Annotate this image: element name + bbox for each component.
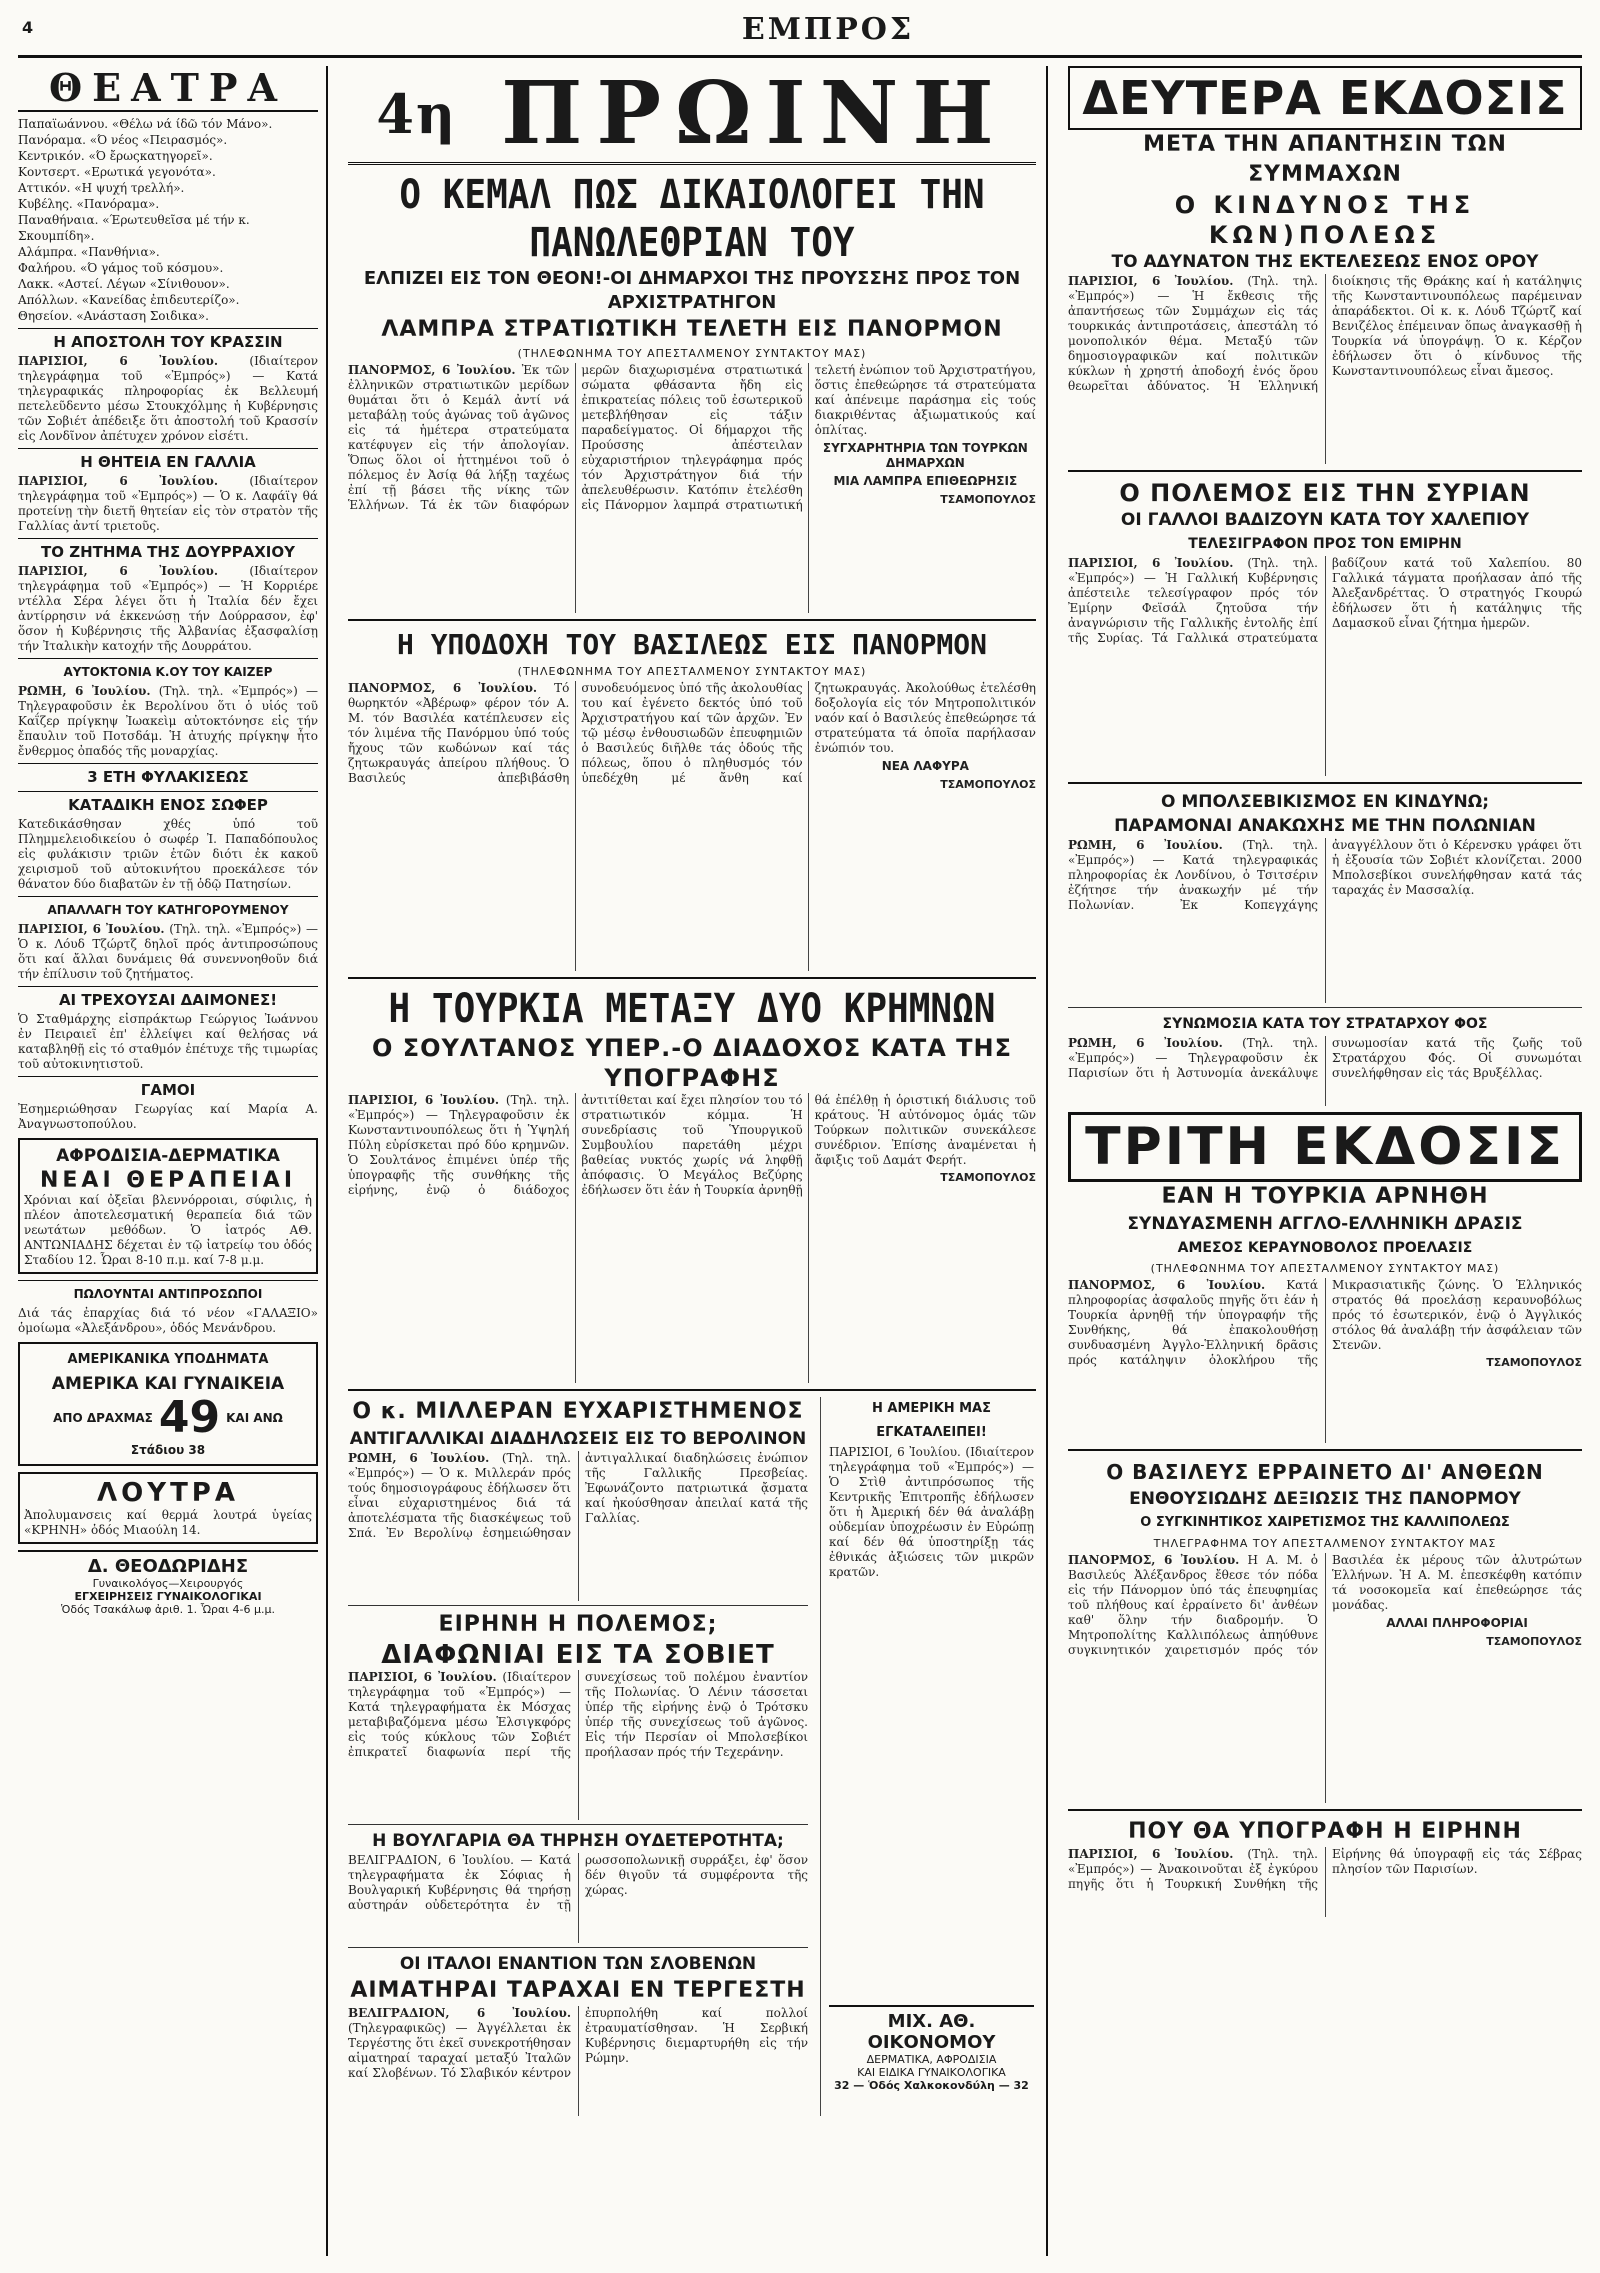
third-edition-sub2: ΣΥΝΔΥΑΣΜΕΝΗ ΑΓΓΛΟ-ΕΛΛΗΝΙΚΗ ΔΡΑΣΙΣ <box>1127 1214 1523 1234</box>
millerand-headline: Ο κ. ΜΙΛΛΕΡΑΝ ΕΥΧΑΡΙΣΤΗΜΕΝΟΣ <box>352 1399 804 1424</box>
kemal-body: Ἐκ τῶν ἐλληνικῶν στρατιωτικῶν μερίδων θυμάται ὅτι ὁ Κεμάλ ἀντί νά μεταβάλῃ τούς ἀγώνας τοῦ ἀγῶνος εἰς τά ἡμέτερα στρατεύματα κατέφυγεν εἰς τήν ἀπολογίαν. Ὅπως ὅλοι οἱ ἡττημένοι τοῦ ὁ πόλεμος ἐν Ἀσίᾳ θά λήξῃ ταχέως ἐπί τῇ βάσει τῆς νίκης τῶν Ἑλλήνων. Τά ἐκ τῶν διαφόρων μερῶν διαχωρισμένα στρατιωτικά σώματα φθάσαντα ἤδη εἰς ἐπικρατείας πόλεις τοῦ ἐσωτερικοῦ μετεβλήθησαν εἰς τάξιν παραδείγματος. Οἱ δήμαρχοι τῆς Προύσσης ἀπέστειλαν εὐχαριστήριον τηλεγράφημα πρός τόν Ἀρχιστράτηγον διά τήν ἀπελευθέρωσιν. Κατόπιν ἐτελέσθη εἰς Πάνορμον λαμπρά στρατιωτική τελετή ἐνώπιον τοῦ Ἀρχιστρατήγου, ὅστις ἐπεθεώρησε τά στρατεύματα καί ἀπένειμε παράσημα εἰς τούς διακριθέντας ἀξιωματικούς καί ὁπλίτας. <box>348 363 1036 512</box>
left-article-body: Ὁ Σταθμάρχης εἰσπράκτωρ Γεώργιος Ἰωάννου ἐν Πειραιεῖ ἐπ' ἐλλείψει καί θελήσας νά καταβληθῇ εἰς τό σταθμόν ἐπέτυχε τῆς τιμωρίας τοῦ αὐτοκινητιστοῦ. <box>18 1012 318 1071</box>
ad-oikonomou-line2: ΚΑΙ ΕΙΔΙΚΑ ΓΥΝΑΙΚΟΛΟΓΙΚΑ <box>857 2066 1006 2079</box>
ad-theodoridis-line3: Ὁδός Τσακάλωφ ἀριθ. 1. Ὧραι 4-6 μ.μ. <box>61 1603 275 1616</box>
turkey-headline: Η ΤΟΥΡΚΙΑ ΜΕΤΑΞΥ ΔΥΟ ΚΡΗΜΝΩΝ <box>388 986 996 1032</box>
king-signature: ΤΣΑΜΟΠΟΥΛΟΣ <box>940 778 1036 791</box>
divider <box>348 1947 808 1948</box>
flowers-subheadline: ΕΝΘΟΥΣΙΩΔΗΣ ΔΕΞΙΩΣΙΣ ΤΗΣ ΠΑΝΟΡΜΟΥ <box>1129 1489 1521 1509</box>
theatre-line: Φαλήρου. «Ό γάμος τοῦ κόσμου». <box>18 261 224 275</box>
ad-agents-title: ΠΩΛΟΥΝΤΑΙ ΑΝΤΙΠΡΟΣΩΠΟΙ <box>18 1280 318 1304</box>
bolshevism-article <box>1068 838 1582 1003</box>
edition-title <box>348 63 1036 165</box>
left-article-body: (Τηλ. τηλ. «Ἐμπρός») — Ὁ κ. Λόυδ Τζώρτζ δηλοῖ πρός ἀντιπροσώπους ὅτι καί ἄλλαι δυνάμεις θά συνεννοηθοῦν διά τήν ἐπίλυσιν τοῦ ζητήματος. <box>18 922 318 981</box>
right-column <box>1058 66 1582 2256</box>
ad-oikonomou-name: ΜΙΧ. ΑΘ. ΟΙΚΟΝΟΜΟΥ <box>867 2011 996 2053</box>
ad-shoes-brand: ΑΜΕΡΙΚΑ ΚΑΙ ΓΥΝΑΙΚΕΙΑ <box>51 1374 285 1394</box>
third-edition-dateline: ΠΑΝΟΡΜΟΣ, 6 Ἰουλίου. <box>1068 1278 1266 1292</box>
plot-headline: ΣΥΝΩΜΟΣΙΑ ΚΑΤΑ ΤΟΥ ΣΤΡΑΤΑΡΧΟΥ ΦΟΣ <box>1162 1016 1488 1032</box>
left-article-dateline: ΠΑΡΙΣΙΟΙ, 6 Ἰουλίου. <box>18 922 165 936</box>
turkey-signature: ΤΣΑΜΟΠΟΥΛΟΣ <box>940 1171 1036 1184</box>
theatre-line: Αλάμπρα. «Πανθήνια». <box>18 245 160 259</box>
second-edition-article <box>1068 274 1582 464</box>
theatre-line: Κεντρικόν. «Ό ἔρωςκατηγορεῖ». <box>18 149 213 163</box>
third-edition-byline: (ΤΗΛΕΦΩΝΗΜΑ ΤΟΥ ΑΠΕΣΤΑΛΜΕΝΟΥ ΣΥΝΤΑΚΤΟΥ ΜΑΣ) <box>1150 1262 1500 1275</box>
newspaper-page <box>18 10 1582 2260</box>
left-article-dateline: ΠΑΡΙΣΙΟΙ, 6 Ἰουλίου. <box>18 474 219 488</box>
kemal-dateline: ΠΑΝΟΡΜΟΣ, 6 Ἰουλίου. <box>348 363 516 377</box>
theatre-line: Κοντσερτ. «Ερωτικά γεγονότα». <box>18 165 216 179</box>
third-edition-title: ΤΡΙΤΗ ΕΚΔΟΣΙΣ <box>1068 1112 1582 1182</box>
flowers-subhead: ΑΛΛΑΙ ΠΛΗΡΟΦΟΡΙΑΙ <box>1386 1616 1528 1630</box>
ad-shoes-street: Στάδιου 38 <box>130 1443 206 1457</box>
theatre-list <box>18 116 318 324</box>
syria-subheadline: ΟΙ ΓΑΛΛΟΙ ΒΑΔΙΖΟΥΝ ΚΑΤΑ ΤΟΥ ΧΑΛΕΠΙΟΥ <box>1120 510 1530 530</box>
left-article-text <box>18 1012 318 1072</box>
peace-dateline: ΠΑΡΙΣΙΟΙ, 6 Ἰουλίου. <box>1068 1847 1234 1861</box>
millerand-article <box>348 1451 808 1601</box>
theatre-line: Απόλλων. «Κανείδας ἐπιδευτερίζο». <box>18 293 240 307</box>
theatre-line: Πανόραμα. «Ό νέος «Πειρασμός». <box>18 133 228 147</box>
divider <box>348 1389 1036 1391</box>
italians-headline: ΟΙ ΙΤΑΛΟΙ ΕΝΑΝΤΙΟΝ ΤΩΝ ΣΛΟΒΕΝΩΝ <box>399 1954 757 1974</box>
left-article-body: (Ιδιαίτερον τηλεγράφημα τοῦ «Ἐμπρός») — Κατά τηλεγραφικάς πληροφορίας ἐκ Βελλευμή πετελεῦδεντο μέσω Στουκχόλμης ἡ Κυβέρνησις τῶν Σοβιέτ ἀπέδειξε ὅτι ἀποστολή τοῦ Κρασσίν εἰς Λονδῖνον ἀπέτυχεν χρόνον εἰσέτι. <box>18 354 318 443</box>
turkey-article <box>348 1093 1036 1383</box>
left-article-text <box>18 354 318 444</box>
divider <box>1068 1809 1582 1811</box>
flowers-article <box>1068 1553 1582 1803</box>
ad-shoes-price-suffix: ΚΑΙ ΑΝΩ <box>226 1411 283 1425</box>
plot-body: (Τηλ. τηλ. «Ἐμπρός») — Τηλεγραφοῦσιν ἐκ Παρισίων ὅτι ἡ Ἀστυνομία ἀνεκάλυψε συνωμοσίαν κατά τῆς ζωῆς τοῦ Στρατάρχου Φός. Οἱ συνωμόται συνελήφθησαν εἰς τάς Βρυξέλλας. <box>1068 1036 1582 1080</box>
syria-subheadline-2: ΤΕΛΕΣΙΓΡΑΦΟΝ ΠΡΟΣ ΤΟΝ ΕΜΙΡΗΝ <box>1188 536 1462 552</box>
syria-dateline: ΠΑΡΙΣΙΟΙ, 6 Ἰουλίου. <box>1068 556 1234 570</box>
top-bar <box>18 10 1582 58</box>
theatre-line: Παπαϊωάννου. «Θέλω νά ίδῶ τόν Μάνο». <box>18 117 273 131</box>
left-article-text <box>18 1102 318 1132</box>
left-articles <box>18 328 318 1132</box>
kemal-subhead-1: ΣΥΓΧΑΡΗΤΗΡΙΑ ΤΩΝ ΤΟΥΡΚΩΝ ΔΗΜΑΡΧΩΝ <box>822 441 1028 470</box>
ad-oikonomou-line3: 32 — Ὁδός Χαλκοκονδύλη — 32 <box>834 2079 1029 2092</box>
second-edition-body: (Τηλ. τηλ. «Ἐμπρός») — Ἡ ἔκθεσις τῆς ἀπαντήσεως τῶν Συμμάχων εἰς τάς τουρκικάς ἀντιπροτάσεις, ἀπεστάλη τό μονοπολικόν θέμα. Μεταξύ τῶν δημοσιογραφικῶν καί πολιτικῶν κύκλων ἡ χρηστή ἀποδοχή ἐνός ὅρου θεωρεῖται ἀδύνατος. Ἡ Ἑλληνική διοίκησις τῆς Θράκης καί ἡ κατάληψις τῆς Κωνσταντινουπόλεως παρέμειναν ἀπαράδεκτοι. Οἱ κ. κ. Λόυδ Τζώρτζ καί Βενιζέλος ἐπέμειναν ὅπως ἀναγκασθῇ ἡ Τουρκία νά ὑπογράψῃ. Ὁ κ. Κέρζον ἐδήλωσεν ὅτι ὁ κίνδυνος τῆς Κωνσταντινουπόλεως εἶναι ἄμεσος. <box>1068 274 1582 393</box>
edition-name: ΠΡΩΙΝΗ <box>501 63 1008 164</box>
second-edition-sub2: Ο ΚΙΝΔΥΝΟΣ ΤΗΣ ΚΩΝ)ΠΟΛΕΩΣ <box>1174 191 1476 249</box>
theatre-line: Θησείον. «Ανάσταση Σοιδικα». <box>18 309 209 323</box>
left-article-text <box>18 922 318 982</box>
second-edition-dateline: ΠΑΡΙΣΙΟΙ, 6 Ἰουλίου. <box>1068 274 1234 288</box>
left-article-dateline: ΠΑΡΙΣΙΟΙ, 6 Ἰουλίου. <box>18 564 219 578</box>
ad-shoes-title: ΑΜΕΡΙΚΑΝΙΚΑ ΥΠΟΔΗΜΑΤΑ <box>67 1352 269 1367</box>
flowers-dateline: ΠΑΝΟΡΜΟΣ, 6 Ἰουλίου. <box>1068 1553 1240 1567</box>
second-edition-title: ΔΕΥΤΕΡΑ ΕΚΔΟΣΙΣ <box>1068 66 1582 130</box>
kemal-subheadline-2: ΛΑΜΠΡΑ ΣΤΡΑΤΙΩΤΙΚΗ ΤΕΛΕΤΗ ΕΙΣ ΠΑΝΟΡΜΟΝ <box>381 317 1003 342</box>
king-dateline: ΠΑΝΟΡΜΟΣ, 6 Ἰουλίου. <box>348 681 538 695</box>
ad-theodoridis-line2: ΕΓΧΕΙΡΗΣΕΙΣ ΓΥΝΑΙΚΟΛΟΓΙΚΑΙ <box>74 1590 262 1603</box>
king-headline: Η ΥΠΟΔΟΧΗ ΤΟΥ ΒΑΣΙΛΕΩΣ ΕΙΣ ΠΑΝΟΡΜΟΝ <box>396 628 987 661</box>
plot-dateline: ΡΩΜΗ, 6 Ἰουλίου. <box>1068 1036 1223 1050</box>
war-subheadline: ΔΙΑΦΩΝΙΑΙ ΕΙΣ ΤΑ ΣΟΒΙΕΤ <box>381 1640 775 1670</box>
ad-shoes-price-row <box>24 1392 312 1443</box>
peace-headline: ΠΟΥ ΘΑ ΥΠΟΓΡΑΦΗ Η ΕΙΡΗΝΗ <box>1128 1819 1522 1844</box>
left-article-title: Η ΑΠΟΣΤΟΛΗ ΤΟΥ ΚΡΑΣΣΙΝ <box>18 328 318 352</box>
third-edition-sub3: ΑΜΕΣΟΣ ΚΕΡΑΥΝΟΒΟΛΟΣ ΠΡΟΕΛΑΣΙΣ <box>1177 1240 1473 1256</box>
peace-article <box>1068 1847 1582 1917</box>
king-byline: (ΤΗΛΕΦΩΝΗΜΑ ΤΟΥ ΑΠΕΣΤΑΛΜΕΝΟΥ ΣΥΝΤΑΚΤΟΥ ΜΑΣ) <box>517 665 867 678</box>
third-edition-sub1: ΕΑΝ Η ΤΟΥΡΚΙΑ ΑΡΝΗΘΗ <box>1161 1184 1489 1209</box>
theatre-line: Παναθήναια. «Έρωτευθεῖσα μέ τήν κ. Σκουμπίδη». <box>18 213 250 243</box>
divider <box>1068 1449 1582 1451</box>
bolshevism-dateline: ΡΩΜΗ, 6 Ἰουλίου. <box>1068 838 1223 852</box>
war-body: (Ιδιαίτερον τηλεγράφημα τοῦ «Ἐμπρός») — Κατά τηλεγραφήματα ἐκ Μόσχας μεταβιβαζόμενα μέσω Ἑλσιγκφόρς εἰς τούς κύκλους τῶν Σοβιέτ ἐπικρατεῖ διαφωνία περί τῆς συνεχίσεως τοῦ πολέμου ἐναντίον τῆς Πολωνίας. Ὁ Λένιν τάσσεται ὑπέρ τῆς εἰρήνης ἐνῷ ὁ Τρότσκυ ὑπέρ τῆς συνεχίσεως τοῦ ἀγῶνος. Εἰς τήν Περσίαν οἱ Μπολσεβίκοι προήλασαν πρός τήν Τεχεράνην. <box>348 1670 808 1759</box>
ad-oikonomou-line1: ΔΕΡΜΑΤΙΚΑ, ΑΦΡΟΔΙΣΙΑ <box>866 2053 997 2066</box>
left-article-text <box>18 474 318 534</box>
third-edition-article <box>1068 1278 1582 1443</box>
flowers-byline: ΤΗΛΕΓΡΑΦΗΜΑ ΤΟΥ ΑΠΕΣΤΑΛΜΕΝΟΥ ΣΥΝΤΑΚΤΟΥ ΜΑΣ <box>1153 1537 1497 1550</box>
ad-shoes <box>18 1342 318 1466</box>
divider <box>1068 1007 1582 1008</box>
left-article-body: Ἐσημεριώθησαν Γεωργίας καί Μαρία Α. Ἀναγνωστοπούλου. <box>18 1102 318 1131</box>
ad-agents-body: Διά τάς ἐπαρχίας διά τό νέον «ΓΑΛΑΞΙΟ» ὁμοίωμα «Ἀλεξάνδρου», ὁδός Μενάνδρου. <box>18 1306 318 1335</box>
italians-dateline: ΒΕΛΙΓΡΑΔΙΟΝ, 6 Ἰουλίου. <box>348 2006 571 2020</box>
ad-shoes-price: 49 <box>158 1392 221 1443</box>
left-article-text <box>18 564 318 654</box>
kemal-subhead-2: ΜΙΑ ΛΑΜΠΡΑ ΕΠΙΘΕΩΡΗΣΙΣ <box>833 474 1018 488</box>
left-article-dateline: ΡΩΜΗ, 6 Ἰουλίου. <box>18 684 151 698</box>
theatre-line: Αττικόν. «Η ψυχή τρελλή». <box>18 181 185 195</box>
left-article-body: (Ιδιαίτερον τηλεγράφημα τοῦ «Ἐμπρός») — Ἡ Κορριέρε ντέλλα Σέρα λέγει ὅτι ἡ Ἰταλία δέν ἔχει ἀντίρρησιν νά ἐκκενώσῃ τήν Δούρρασον, ἐφ' ὅσον ἡ Κυβέρνησις τῆς Ἀλβανίας ἐξασφαλίσῃ τήν Ἰταλικὴν κατοχήν τῆς Δουρράτου. <box>18 564 318 653</box>
flowers-headline: Ο ΒΑΣΙΛΕΥΣ ΕΡΡΑΙΝΕΤΟ ΔΙ' ΑΝΘΕΩΝ <box>1106 1460 1544 1484</box>
millerand-body: (Τηλ. τηλ. «Ἐμπρός») — Ὁ κ. Μιλλεράν πρός τούς δημοσιογράφους ἐδήλωσεν ὅτι εἶναι εὐχαριστημένος διά τά ἀποτελέσματα τῆς διασκέψεως τοῦ Σπά. Ἐν Βερολίνῳ ἐσημειώθησαν ἀντιγαλλικαί διαδηλώσεις ἐνώπιον τῆς Γαλλικῆς Πρεσβείας. Ἐφωνάζοντο πατριωτικά ᾄσματα καί ἠκούσθησαν ἀπειλαί κατά τῆς Γαλλίας. <box>348 1451 808 1540</box>
flowers-body: Η Α. Μ. ὁ Βασιλεύς Ἀλέξανδρος ἔθεσε τόν πόδα εἰς τήν Πάνορμον ὑπό τάς ἐπευφημίας τοῦ πλήθους καί ἐρραίνετο δι' ἀνθέων καθ' ὅλην τήν διαδρομήν. Ὁ Μητροπολίτης Καλλιπόλεως ἀπηύθυνε συγκινητικόν χαιρετισμόν πρός τόν Βασιλέα ἐκ μέρους τῶν ἀλυτρώτων Ἑλλήνων. Ἡ Α. Μ. ἐπεσκέφθη κατόπιν τά νοσοκομεῖα καί ἐπεθεώρησε τάς μονάδας. <box>1068 1553 1582 1657</box>
left-article-title: ΑΥΤΟΚΤΟΝΙΑ Κ.ΟΥ ΤΟΥ ΚΑΙΖΕΡ <box>18 658 318 682</box>
italians-article <box>348 2006 808 2116</box>
third-edition-signature: ΤΣΑΜΟΠΟΥΛΟΣ <box>1486 1356 1582 1369</box>
kemal-byline: (ΤΗΛΕΦΩΝΗΜΑ ΤΟΥ ΑΠΕΣΤΑΛΜΕΝΟΥ ΣΥΝΤΑΚΤΟΥ ΜΑΣ) <box>517 347 867 360</box>
king-subhead: ΝΕΑ ΛΑΦΥΡΑ <box>881 759 969 773</box>
turkey-body: (Τηλ. τηλ. «Ἐμπρός») — Τηλεγραφοῦσιν ἐκ Κωνσταντινουπόλεως ὅτι ἡ Ὑψηλή Πύλη εὑρίσκεται πρό δύο κρημνῶν. Ὁ Σουλτάνος ἐπιμένει ὑπέρ τῆς ὑπογραφῆς τῆς συνθήκης τῆς εἰρήνης, ἐνῷ ὁ διάδοχος ἀντιτίθεται καί ἔχει πλησίον του τό στρατιωτικόν κόμμα. Ἡ συνεδρίασις τοῦ Ὑπουργικοῦ Συμβουλίου παρετάθη μέχρι βαθείας νυκτός χωρίς νά ληφθῇ ἀπόφασις. Ὁ Μεγάλος Βεζύρης ἐδήλωσεν ὅτι ἐάν ἡ Τουρκία ἀρνηθῇ θά ἐπέλθῃ ἡ ὁριστική διάλυσις τοῦ κράτους. Ἡ αὐτόνομος ὁμάς τῶν Τούρκων πολιτικῶν συνεκάλεσε συνέδριον. Ἐπίσης ἀναμένεται ἡ ἄφιξις τοῦ Δαμάτ Φερήτ. <box>348 1093 1036 1197</box>
divider <box>348 619 1036 621</box>
second-edition-sub1: ΜΕΤΑ ΤΗΝ ΑΠΑΝΤΗΣΙΝ ΤΩΝ ΣΥΜΜΑΧΩΝ <box>1143 132 1507 187</box>
kemal-article <box>348 363 1036 613</box>
war-headline: ΕΙΡΗΝΗ Η ΠΟΛΕΜΟΣ; <box>438 1612 718 1637</box>
page-number: 4 <box>22 18 34 37</box>
left-article-dateline: ΠΑΡΙΣΙΟΙ, 6 Ἰουλίου. <box>18 354 219 368</box>
second-edition-sub3: ΤΟ ΑΔΥΝΑΤΟΝ ΤΗΣ ΕΚΤΕΛΕΣΕΩΣ ΕΝΟΣ ΟΡΟΥ <box>1111 252 1539 272</box>
ad-shoes-price-prefix: ΑΠΟ ΔΡΑΧΜΑΣ <box>53 1411 153 1425</box>
millerand-subheadline: ΑΝΤΙΓΑΛΛΙΚΑΙ ΔΙΑΔΗΛΩΣΕΙΣ ΕΙΣ ΤΟ ΒΕΡΟΛΙΝΟΝ <box>349 1429 807 1449</box>
lower-middle <box>348 1397 1036 2116</box>
italians-body: (Τηλεγραφικῶς) — Ἀγγέλλεται ἐκ Τεργέστης ὅτι ἐκεῖ συνεκροτήθησαν αἱματηραί ταραχαί μεταξύ Ἰταλῶν καί Σλοβένων. Τό Σλαβικόν κέντρον ἐπυρπολήθη καί πολλοί ἐτραυματίσθησαν. Ἡ Σερβική Κυβέρνησις διεμαρτυρήθη εἰς τήν Ρώμην. <box>348 2006 808 2080</box>
left-article-title: ΓΑΜΟΙ <box>18 1076 318 1100</box>
divider <box>348 977 1036 979</box>
ad-dermatology-sub: ΝΕΑΙ ΘΕΡΑΠΕΙΑΙ <box>39 1168 297 1193</box>
ad-oikonomou <box>829 2005 1034 2092</box>
syria-article <box>1068 556 1582 776</box>
ad-dermatology <box>18 1138 318 1274</box>
left-article-text <box>18 817 318 892</box>
millerand-dateline: ΡΩΜΗ, 6 Ἰουλίου. <box>348 1451 490 1465</box>
ad-dermatology-title: ΑΦΡΟΔΙΣΙΑ-ΔΕΡΜΑΤΙΚΑ <box>56 1146 280 1166</box>
ad-theodoridis <box>18 1550 318 1616</box>
masthead: ΕΜΠΡΟΣ <box>741 12 915 47</box>
ad-theodoridis-line1: Γυναικολόγος—Χειρουργός <box>92 1577 244 1590</box>
left-article-title: ΑΠΑΛΛΑΓΗ ΤΟΥ ΚΑΤΗΓΟΡΟΥΜΕΝΟΥ <box>18 896 318 920</box>
ad-dermatology-body: Χρόνιαι καί ὀξεῖαι βλεννόρροιαι, σύφιλις, ἡ πλέον ἀποτελεσματική θεραπεία διά τῶν νεωτάτων μεθόδων. Ὁ ἰατρός ΑΘ. ΑΝΤΩΝΙΑΔΗΣ δέχεται ἐν τῷ ἰατρείῳ του ὁδός Σταδίου 12. Ὧραι 8-10 π.μ. καί 7-8 μ.μ. <box>24 1193 312 1267</box>
edition-number: 4η <box>376 82 458 146</box>
divider <box>348 1605 808 1606</box>
third-edition-body: Κατά πληροφορίας ἀσφαλοῦς πηγῆς ὅτι ἐάν ἡ Τουρκία ἀρνηθῇ τήν ὑπογραφήν τῆς Συνθήκης, θά ἐπακολουθήσῃ συνδυασμένη Ἀγγλο-Ἑλληνική δρᾶσις πρός κατάληψιν ὁλοκλήρου τῆς Μικρασιατικῆς ζώνης. Ὁ Ἑλληνικός στρατός θά προελάσῃ κεραυνοβόλως πρός τό ἐσωτερικόν, ἐνῷ ὁ Ἀγγλικός στόλος θά ἀναλάβῃ τήν ἀσφάλειαν τῶν Στενῶν. <box>1068 1278 1582 1367</box>
war-article <box>348 1670 808 1820</box>
ad-baths <box>18 1472 318 1544</box>
theatre-title: ΘΕΑΤΡΑ <box>18 66 318 112</box>
kemal-subheadline: ΕΛΠΙΖΕΙ ΕΙΣ ΤΟΝ ΘΕΟΝ!-ΟΙ ΔΗΜΑΡΧΟΙ ΤΗΣ ΠΡΟΥΣΣΗΣ ΠΡΟΣ ΤΟΝ ΑΡΧΙΣΤΡΑΤΗΓΟΝ <box>363 268 1021 313</box>
left-article-title: 3 ΕΤΗ ΦΥΛΑΚΙΣΕΩΣ <box>18 763 318 787</box>
bolshevism-headline: Ο ΜΠΟΛΣΕΒΙΚΙΣΜΟΣ ΕΝ ΚΙΝΔΥΝΩ; <box>1160 792 1490 812</box>
ad-baths-body: Ἀπολυμανσεις καί θερμά λουτρά ὑγείας «ΚΡΗΝΗ» ὁδός Μιαούλη 14. <box>24 1508 312 1537</box>
lower-middle-left <box>348 1397 808 2116</box>
war-dateline: ΠΑΡΙΣΙΟΙ, 6 Ἰουλίου. <box>348 1670 497 1684</box>
plot-article <box>1068 1036 1582 1106</box>
bulgaria-body: ΒΕΛΙΓΡΑΔΙΟΝ, 6 Ἰουλίου. — Κατά τηλεγραφήματα ἐκ Σόφιας ἡ Βουλγαρική Κυβέρνησις θά τηρήσῃ αὐστηράν οὐδετερότητα ἐν τῇ ρωσσοπολωνικῇ συρράξει, ἐφ' ὅσον δέν θιγοῦν τά συμφέροντα τῆς χώρας. <box>348 1853 808 1912</box>
kemal-headline: Ο ΚΕΜΑΛ ΠΩΣ ΔΙΚΑΙΟΛΟΓΕΙ ΤΗΝ ΠΑΝΩΛΕΘΡΙΑΝ ΤΟΥ <box>399 172 985 266</box>
left-article-title: ΑΙ ΤΡΕΧΟΥΣΑΙ ΔΑΙΜΟΝΕΣ! <box>18 986 318 1010</box>
left-column <box>18 66 328 2256</box>
flowers-subheadline-2: Ο ΣΥΓΚΙΝΗΤΙΚΟΣ ΧΑΙΡΕΤΙΣΜΟΣ ΤΗΣ ΚΑΛΛΙΠΟΛΕΩΣ <box>1140 1515 1510 1530</box>
ad-theodoridis-name: Δ. ΘΕΟΔΩΡΙΔΗΣ <box>87 1556 249 1577</box>
turkey-dateline: ΠΑΡΙΣΙΟΙ, 6 Ἰουλίου. <box>348 1093 500 1107</box>
left-article-title: ΤΟ ΖΗΤΗΜΑ ΤΗΣ ΔΟΥΡΡΑΧΙΟΥ <box>18 538 318 562</box>
syria-body: (Τηλ. τηλ. «Ἐμπρός») — Ἡ Γαλλική Κυβέρνησις ἀπέστειλε τελεσίγραφον πρός τόν Ἐμίρην Φεϊσάλ ζητοῦσα τήν ἀναγνώρισιν τῆς Γαλλικῆς ἐντολῆς ἐπί τῆς Συρίας. Τά Γαλλικά στρατεύματα βαδίζουν κατά τοῦ Χαλεπίου. 80 Γαλλικά τάγματα προήλασαν ἀπό τῆς Ἀλεξανδρέττας. Ὁ στρατηγός Γκουρώ ἐδήλωσεν ὅτι ἡ κατάληψις τῆς Δαμασκοῦ εἶναι ζήτημα ἡμερῶν. <box>1068 556 1582 645</box>
theatre-line: Κυβέλης. «Πανόραμα». <box>18 197 160 211</box>
syria-headline: Ο ΠΟΛΕΜΟΣ ΕΙΣ ΤΗΝ ΣΥΡΙΑΝ <box>1119 479 1531 507</box>
bolshevism-body: (Τηλ. τηλ. «Ἐμπρός») — Κατά τηλεγραφικάς πληροφορίας ἐκ Λονδίνου, ὁ Τσιτσέριν ἐζήτησε τήν ἀνακωχήν μέ τήν Πολωνίαν. Ἐκ Κοπεγχάγης ἀναγγέλλουν ὅτι ὁ Κέρενσκυ γράφει ὅτι ἡ ἐξουσία τῶν Σοβιέτ κλονίζεται. 2000 Μπολσεβίκοι συνελήφθησαν κατά τάς ταραχάς ἐν Μασσαλίᾳ. <box>1068 838 1582 912</box>
bulgaria-headline: Η ΒΟΥΛΓΑΡΙΑ ΘΑ ΤΗΡΗΣΗ ΟΥΔΕΤΕΡΟΤΗΤΑ; <box>372 1831 784 1851</box>
divider <box>1068 470 1582 472</box>
left-article-title: ΚΑΤΑΔΙΚΗ ΕΝΟΣ ΣΩΦΕΡ <box>18 791 318 815</box>
left-article-body: (Ιδιαίτερον τηλεγράφημα τοῦ «Ἐμπρός») — Ὁ κ. Λαφάϊγ θά προτείνῃ τὴν διετῆ θητείαν εἰς τὸν στρατὸν τῆς Γαλλίας ἀντί τριετοῦς. <box>18 474 318 533</box>
left-article-body: Κατεδικάσθησαν χθές ὑπό τοῦ Πλημμελειοδικείου ὁ σωφέρ Ἰ. Παπαδόπουλος εἰς φυλάκισιν τριῶν ἐτῶν διότι ἐκ κακοῦ χειρισμοῦ τοῦ αὐτοκινήτου προεκάλεσε τόν θάνατον δύο διαβατῶν ἐν τῇ ὁδῷ Πατησίων. <box>18 817 318 891</box>
flowers-signature: ΤΣΑΜΟΠΟΥΛΟΣ <box>1486 1635 1582 1648</box>
lower-middle-right <box>820 1397 1034 2116</box>
kemal-signature: ΤΣΑΜΟΠΟΥΛΟΣ <box>940 493 1036 506</box>
king-article <box>348 681 1036 971</box>
middle-column <box>338 63 1048 2256</box>
italians-subheadline: ΑΙΜΑΤΗΡΑΙ ΤΑΡΑΧΑΙ ΕΝ ΤΕΡΓΕΣΤΗ <box>350 1978 806 2003</box>
divider <box>348 1824 808 1825</box>
left-article-body: (Τηλ. τηλ. «Ἐμπρός») — Τηλεγραφοῦσιν ἐκ Βερολίνου ὅτι ὁ υἱός τοῦ Καΐζερ πρίγκηψ Ἰωακεὶμ αὐτοκτόνησε εἰς τήν ἔπαυλιν τοῦ Ποτσδάμ. Ἡ ἀτυχής πρίγκηψ ἦτο ἔνθερμος ὀπαδός τῆς μοναρχίας. <box>18 684 318 758</box>
bolshevism-subheadline: ΠΑΡΑΜΟΝΑΙ ΑΝΑΚΩΧΗΣ ΜΕ ΤΗΝ ΠΟΛΩΝΙΑΝ <box>1114 816 1536 836</box>
theatre-line: Λακκ. «Αστεί. Λέγων «Σίνιθουον». <box>18 277 230 291</box>
ad-baths-title: ΛΟΥΤΡΑ <box>97 1478 239 1508</box>
left-article-text <box>18 684 318 759</box>
peace-body: (Τηλ. τηλ. «Ἐμπρός») — Ἀνακοινοῦται ἐξ ἐγκύρου πηγῆς ὅτι ἡ Τουρκική Συνθήκη τῆς Εἰρήνης θά ὑπογραφῇ εἰς τάς Σέβρας πλησίον τῶν Παρισίων. <box>1068 1847 1582 1891</box>
king-body: Τό θωρηκτόν «Ἀβέρωφ» φέρον τόν Α. Μ. τόν Βασιλέα κατέπλευσεν εἰς τόν λιμένα τῆς Πανόρμου ὑπό τούς ἤχους τῶν κωδώνων καί τάς ζητωκραυγάς ἀπείρου πλήθους. Ὁ Βασιλεύς ἀπεβιβάσθη συνοδευόμενος ὑπό τῆς ἀκολουθίας του καί ἐγένετο δεκτός ὑπό τοῦ Ἀρχιστρατήγου καί τῶν ἀρχῶν. Ἐν τῷ μέσῳ ἐνθουσιωδῶν ἐπευφημιῶν ὁ Βασιλεύς διῆλθε τάς ὁδούς τῆς πόλεως, ὅπου ὁ πληθυσμός τόν ὑπεδέχθη μέ ἄνθη καί ζητωκραυγάς. Ἀκολούθως ἐτελέσθη δοξολογία εἰς τόν Μητροπολιτικόν ναόν καί ὁ Βασιλεύς ἐπεθεώρησε τά στρατεύματα τά ὁποῖα παρήλασαν ἐνώπιόν του. <box>348 681 1036 785</box>
left-article-title: Η ΘΗΤΕΙΑ ΕΝ ΓΑΛΛΙΑ <box>18 448 318 472</box>
divider <box>1068 782 1582 784</box>
america-body: ΠΑΡΙΣΙΟΙ, 6 Ἰουλίου. (Ιδιαίτερον τηλεγράφημα τοῦ «Ἐμπρός») — Ὁ Στὶθ ἀντιπρόσωπος τῆς Κεντρικῆς Ἐπιτροπῆς ἐδήλωσεν ὅτι ἡ Ἀμερική δέν θά ἀναλάβῃ οὐδεμίαν ὑποχρέωσιν ἐν Εὐρώπῃ καί δέν θά ὑποστηρίξῃ τάς ἐθνικάς ἀξιώσεις τῶν μικρῶν κρατῶν. <box>829 1445 1034 1579</box>
turkey-subheadline: Ο ΣΟΥΛΤΑΝΟΣ ΥΠΕΡ.-Ο ΔΙΑΔΟΧΟΣ ΚΑΤΑ ΤΗΣ ΥΠΟΓΡΑΦΗΣ <box>371 1034 1012 1092</box>
america-headline: Η ΑΜΕΡΙΚΗ ΜΑΣ ΕΓΚΑΤΑΛΕΙΠΕΙ! <box>871 1401 991 1440</box>
